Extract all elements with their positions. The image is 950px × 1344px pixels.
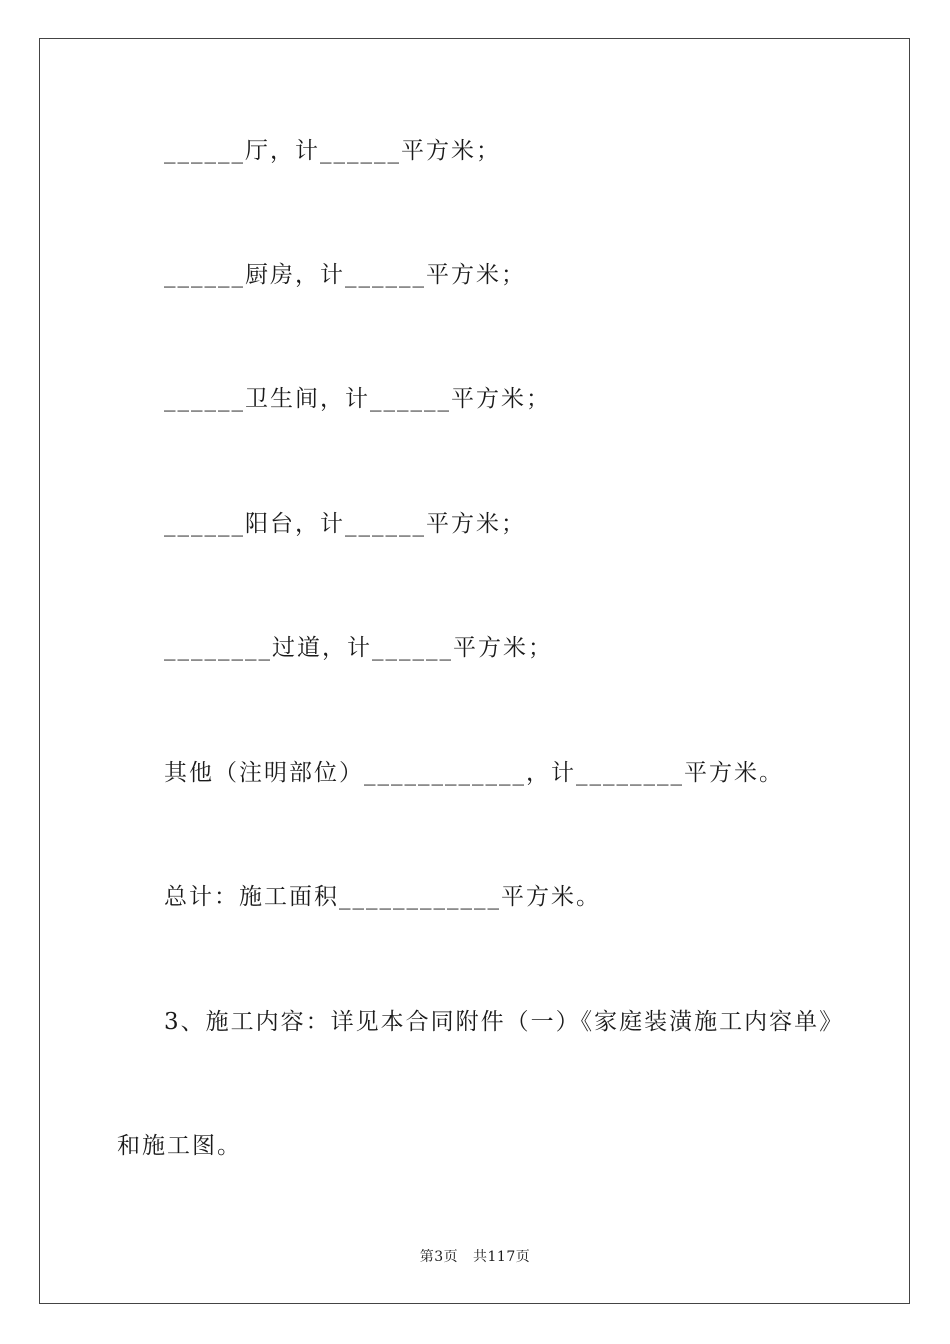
page-number-footer: 第3页 共117页 — [419, 1249, 531, 1265]
text-line-construction-content-continued: 和施工图。 — [117, 1133, 242, 1159]
text-line-kitchen-area: ______厨房，计______平方米； — [164, 262, 526, 288]
text-line-hall-area: ______厅，计______平方米； — [164, 138, 501, 164]
text-line-corridor-area: ________过道，计______平方米； — [164, 635, 553, 661]
text-line-bathroom-area: ______卫生间，计______平方米； — [164, 386, 551, 412]
text-line-total-area: 总计：施工面积____________平方米。 — [164, 884, 601, 910]
text-line-construction-content: 3、施工内容：详见本合同附件（一）《家庭装潢施工内容单》 — [164, 1009, 845, 1035]
text-line-other-area: 其他（注明部位）____________，计________平方米。 — [164, 760, 784, 786]
text-line-balcony-area: ______阳台，计______平方米； — [164, 511, 526, 537]
page-frame — [39, 38, 910, 1304]
